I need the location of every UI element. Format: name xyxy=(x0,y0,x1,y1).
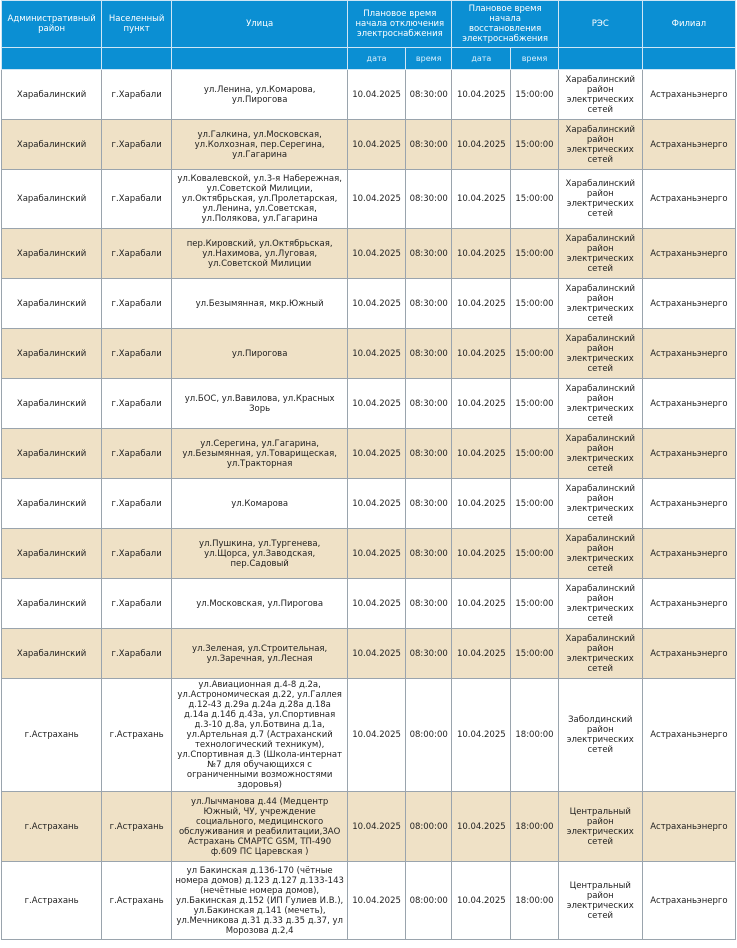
cell-locality: г.Харабали xyxy=(102,120,172,170)
cell-district: Харабалинский xyxy=(2,329,102,379)
table-row xyxy=(2,479,736,529)
cell-on-date: 10.04.2025 xyxy=(452,279,511,329)
cell-on-date: 10.04.2025 xyxy=(452,792,511,862)
cell-locality: г.Харабали xyxy=(102,170,172,229)
cell-street: ул.Галкина, ул.Московская, ул.Колхозная, пер.Серегина, ул.Гагарина xyxy=(172,120,348,170)
cell-branch: Астраханьэнерго xyxy=(642,379,735,429)
cell-district: Харабалинский xyxy=(2,529,102,579)
cell-off-date: 10.04.2025 xyxy=(348,120,406,170)
table-row xyxy=(2,329,736,379)
cell-off-date: 10.04.2025 xyxy=(348,679,406,792)
header-branch: Филиал xyxy=(642,1,735,48)
cell-street: пер.Кировский, ул.Октябрьская, ул.Нахимова, ул.Луговая, ул.Советской Милиции xyxy=(172,229,348,279)
cell-off-date: 10.04.2025 xyxy=(348,70,406,120)
cell-off-date: 10.04.2025 xyxy=(348,279,406,329)
cell-on-time: 18:00:00 xyxy=(511,862,559,940)
table-row xyxy=(2,529,736,579)
cell-on-date: 10.04.2025 xyxy=(452,379,511,429)
cell-off-date: 10.04.2025 xyxy=(348,429,406,479)
cell-district: Харабалинский xyxy=(2,70,102,120)
cell-street: ул.Пирогова xyxy=(172,329,348,379)
cell-locality: г.Астрахань xyxy=(102,862,172,940)
subheader-on-date: дата xyxy=(452,48,511,70)
cell-off-time: 08:30:00 xyxy=(405,329,452,379)
cell-locality: г.Харабали xyxy=(102,529,172,579)
table-row xyxy=(2,229,736,279)
cell-on-time: 15:00:00 xyxy=(511,429,559,479)
table-row xyxy=(2,429,736,479)
cell-on-date: 10.04.2025 xyxy=(452,629,511,679)
cell-district: Харабалинский xyxy=(2,279,102,329)
cell-locality: г.Харабали xyxy=(102,629,172,679)
cell-on-time: 15:00:00 xyxy=(511,170,559,229)
cell-district: Харабалинский xyxy=(2,429,102,479)
cell-on-date: 10.04.2025 xyxy=(452,862,511,940)
cell-branch: Астраханьэнерго xyxy=(642,679,735,792)
cell-off-time: 08:30:00 xyxy=(405,70,452,120)
cell-off-date: 10.04.2025 xyxy=(348,792,406,862)
cell-on-date: 10.04.2025 xyxy=(452,429,511,479)
cell-res: Центральный район электрических сетей xyxy=(558,862,642,940)
cell-branch: Астраханьэнерго xyxy=(642,229,735,279)
cell-street: ул.Ленина, ул.Комарова, ул.Пирогова xyxy=(172,70,348,120)
cell-street: ул.Московская, ул.Пирогова xyxy=(172,579,348,629)
cell-branch: Астраханьэнерго xyxy=(642,792,735,862)
cell-street: ул.Авиационная д.4-8 д.2а, ул.Астрономическая д.22, ул.Галлея д.12-43 д.29а д.24а д.28а д.18а д.14а д.14б д.43а, ул.Спортивная д.3-10 д.8а, ул.Ботвина д.1а, ул.Артельная д.7 (Астраханский технологический техникум), ул.Спортивная д.3 (Школа-интернат №7 для обучающихся с ограниченными возможностями здоровья) xyxy=(172,679,348,792)
cell-off-time: 08:30:00 xyxy=(405,170,452,229)
cell-branch: Астраханьэнерго xyxy=(642,329,735,379)
table-row xyxy=(2,70,736,120)
cell-on-time: 15:00:00 xyxy=(511,529,559,579)
table-row xyxy=(2,629,736,679)
cell-on-date: 10.04.2025 xyxy=(452,229,511,279)
cell-off-time: 08:00:00 xyxy=(405,862,452,940)
cell-on-date: 10.04.2025 xyxy=(452,529,511,579)
cell-off-time: 08:30:00 xyxy=(405,579,452,629)
cell-on-time: 15:00:00 xyxy=(511,479,559,529)
cell-off-time: 08:00:00 xyxy=(405,679,452,792)
cell-off-date: 10.04.2025 xyxy=(348,629,406,679)
cell-off-time: 08:00:00 xyxy=(405,792,452,862)
subheader-off-date: дата xyxy=(348,48,406,70)
cell-on-time: 15:00:00 xyxy=(511,329,559,379)
cell-off-time: 08:30:00 xyxy=(405,529,452,579)
cell-district: Харабалинский xyxy=(2,379,102,429)
cell-on-time: 15:00:00 xyxy=(511,579,559,629)
cell-res: Харабалинский район электрических сетей xyxy=(558,429,642,479)
cell-on-date: 10.04.2025 xyxy=(452,329,511,379)
cell-res: Харабалинский район электрических сетей xyxy=(558,70,642,120)
cell-res: Харабалинский район электрических сетей xyxy=(558,579,642,629)
cell-branch: Астраханьэнерго xyxy=(642,70,735,120)
cell-res: Харабалинский район электрических сетей xyxy=(558,629,642,679)
table-row xyxy=(2,379,736,429)
cell-district: г.Астрахань xyxy=(2,792,102,862)
table-row xyxy=(2,579,736,629)
cell-off-date: 10.04.2025 xyxy=(348,329,406,379)
header-street: Улица xyxy=(172,1,348,48)
cell-locality: г.Харабали xyxy=(102,229,172,279)
cell-branch: Астраханьэнерго xyxy=(642,120,735,170)
cell-on-date: 10.04.2025 xyxy=(452,70,511,120)
table-row xyxy=(2,679,736,792)
cell-on-time: 15:00:00 xyxy=(511,229,559,279)
cell-branch: Астраханьэнерго xyxy=(642,862,735,940)
subheader-empty xyxy=(172,48,348,70)
cell-off-time: 08:30:00 xyxy=(405,629,452,679)
cell-res: Харабалинский район электрических сетей xyxy=(558,379,642,429)
subheader-empty xyxy=(2,48,102,70)
cell-street: ул.Ковалевской, ул.3-я Набережная, ул.Советской Милиции, ул.Октябрьская, ул.Пролетарская, ул.Ленина, ул.Советская, ул.Полякова, ул.Гагарина xyxy=(172,170,348,229)
cell-branch: Астраханьэнерго xyxy=(642,529,735,579)
cell-branch: Астраханьэнерго xyxy=(642,479,735,529)
cell-off-time: 08:30:00 xyxy=(405,379,452,429)
cell-res: Харабалинский район электрических сетей xyxy=(558,529,642,579)
cell-res: Харабалинский район электрических сетей xyxy=(558,120,642,170)
header-district: Административный район xyxy=(2,1,102,48)
cell-locality: г.Харабали xyxy=(102,70,172,120)
table-body xyxy=(2,70,736,940)
subheader-off-time: время xyxy=(405,48,452,70)
cell-street: ул.Комарова xyxy=(172,479,348,529)
cell-off-date: 10.04.2025 xyxy=(348,229,406,279)
cell-street: ул.БОС, ул.Вавилова, ул.Красных Зорь xyxy=(172,379,348,429)
table-row xyxy=(2,279,736,329)
cell-res: Харабалинский район электрических сетей xyxy=(558,229,642,279)
cell-on-date: 10.04.2025 xyxy=(452,479,511,529)
cell-res: Харабалинский район электрических сетей xyxy=(558,329,642,379)
cell-on-time: 15:00:00 xyxy=(511,279,559,329)
cell-district: Харабалинский xyxy=(2,120,102,170)
cell-off-time: 08:30:00 xyxy=(405,479,452,529)
cell-on-date: 10.04.2025 xyxy=(452,120,511,170)
cell-res: Харабалинский район электрических сетей xyxy=(558,279,642,329)
cell-on-time: 18:00:00 xyxy=(511,679,559,792)
header-on-time: Плановое время начала восстановления электроснабжения xyxy=(452,1,558,48)
cell-street: ул.Безымянная, мкр.Южный xyxy=(172,279,348,329)
cell-street: ул.Серегина, ул.Гагарина, ул.Безымянная, ул.Товарищеская, ул.Тракторная xyxy=(172,429,348,479)
cell-res: Центральный район электрических сетей xyxy=(558,792,642,862)
cell-locality: г.Астрахань xyxy=(102,792,172,862)
cell-district: Харабалинский xyxy=(2,579,102,629)
cell-res: Харабалинский район электрических сетей xyxy=(558,170,642,229)
subheader-on-time: время xyxy=(511,48,559,70)
cell-district: Харабалинский xyxy=(2,229,102,279)
cell-street: ул.Зеленая, ул.Строительная, ул.Заречная, ул.Лесная xyxy=(172,629,348,679)
cell-off-date: 10.04.2025 xyxy=(348,579,406,629)
cell-locality: г.Харабали xyxy=(102,429,172,479)
cell-res: Заболдинский район электрических сетей xyxy=(558,679,642,792)
cell-branch: Астраханьэнерго xyxy=(642,429,735,479)
cell-street: ул.Лычманова д.44 (Медцентр Южный, ЧУ, учреждение социального, медицинского обслуживания и реабилитации,ЗАО Астрахань СМАРТС GSM, ТП-490 ф.609 ПС Царевская ) xyxy=(172,792,348,862)
cell-on-time: 15:00:00 xyxy=(511,629,559,679)
cell-on-time: 15:00:00 xyxy=(511,70,559,120)
cell-district: Харабалинский xyxy=(2,629,102,679)
cell-street: ул Бакинская д.136-170 (чётные номера домов) д.123 д.127 д.133-143 (нечётные номера домов), ул.Бакинская д.152 (ИП Гулиев И.В.), ул.Бакинская д.141 (мечеть), ул.Мечникова д.31 д.33 д.35 д.37, ул Морозова д.2,4 xyxy=(172,862,348,940)
cell-locality: г.Харабали xyxy=(102,379,172,429)
cell-off-time: 08:30:00 xyxy=(405,120,452,170)
cell-branch: Астраханьэнерго xyxy=(642,279,735,329)
cell-locality: г.Харабали xyxy=(102,329,172,379)
outage-table xyxy=(1,0,736,940)
table-row xyxy=(2,792,736,862)
cell-off-time: 08:30:00 xyxy=(405,279,452,329)
subheader-empty xyxy=(642,48,735,70)
header-off-time: Плановое время начала отключения электроснабжения xyxy=(348,1,452,48)
cell-on-time: 15:00:00 xyxy=(511,120,559,170)
cell-branch: Астраханьэнерго xyxy=(642,579,735,629)
cell-off-date: 10.04.2025 xyxy=(348,862,406,940)
cell-on-time: 18:00:00 xyxy=(511,792,559,862)
cell-district: Харабалинский xyxy=(2,170,102,229)
cell-off-date: 10.04.2025 xyxy=(348,529,406,579)
cell-locality: г.Харабали xyxy=(102,479,172,529)
cell-district: г.Астрахань xyxy=(2,862,102,940)
cell-district: г.Астрахань xyxy=(2,679,102,792)
cell-district: Харабалинский xyxy=(2,479,102,529)
cell-off-time: 08:30:00 xyxy=(405,429,452,479)
table-row xyxy=(2,170,736,229)
cell-off-time: 08:30:00 xyxy=(405,229,452,279)
cell-on-time: 15:00:00 xyxy=(511,379,559,429)
cell-off-date: 10.04.2025 xyxy=(348,479,406,529)
cell-off-date: 10.04.2025 xyxy=(348,170,406,229)
table-row xyxy=(2,120,736,170)
cell-locality: г.Астрахань xyxy=(102,679,172,792)
table-row xyxy=(2,862,736,940)
cell-branch: Астраханьэнерго xyxy=(642,170,735,229)
subheader-empty xyxy=(102,48,172,70)
cell-branch: Астраханьэнерго xyxy=(642,629,735,679)
cell-street: ул.Пушкина, ул.Тургенева, ул.Щорса, ул.Заводская, пер.Садовый xyxy=(172,529,348,579)
cell-off-date: 10.04.2025 xyxy=(348,379,406,429)
cell-res: Харабалинский район электрических сетей xyxy=(558,479,642,529)
cell-on-date: 10.04.2025 xyxy=(452,170,511,229)
header-res: РЭС xyxy=(558,1,642,48)
subheader-empty xyxy=(558,48,642,70)
cell-locality: г.Харабали xyxy=(102,279,172,329)
cell-on-date: 10.04.2025 xyxy=(452,679,511,792)
cell-on-date: 10.04.2025 xyxy=(452,579,511,629)
cell-locality: г.Харабали xyxy=(102,579,172,629)
header-locality: Населенный пункт xyxy=(102,1,172,48)
